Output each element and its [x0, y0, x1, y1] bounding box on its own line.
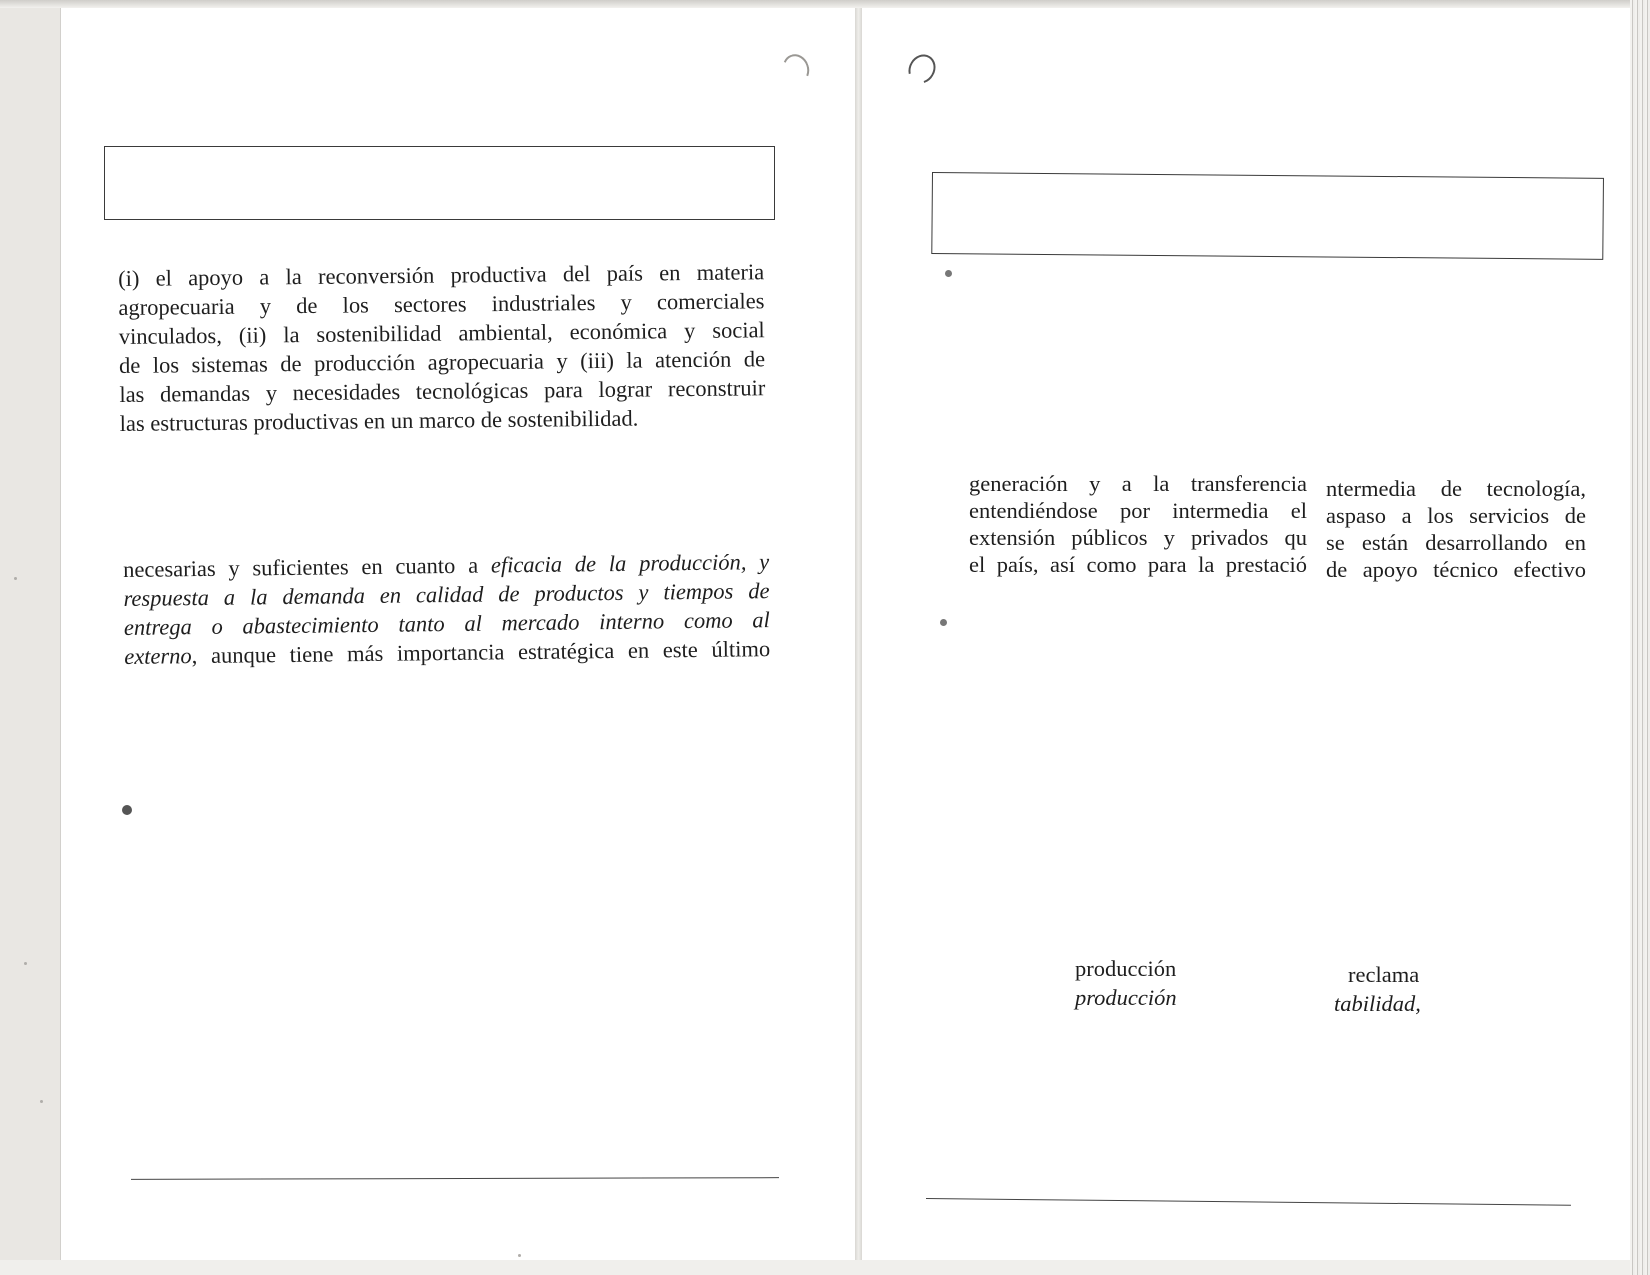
right-column-b [1326, 475, 1586, 583]
text-line: se están desarrollando en [1326, 530, 1586, 555]
text-run: , aunque tiene más importancia estratégica en este último [191, 636, 771, 669]
text-line: las estructuras productivas en un marco de sostenibilidad. [119, 405, 639, 436]
scan-speck [24, 962, 27, 965]
left-header-box [104, 146, 775, 220]
bullet-icon [940, 619, 947, 626]
text-run-italic: entrega o abastecimiento tanto al mercado interno como al [123, 607, 770, 640]
right-header-box [931, 172, 1604, 260]
fragment-produccion: producción [1075, 956, 1177, 981]
text-line: ntermedia de tecnología, [1326, 476, 1586, 501]
text-run-italic: externo [124, 643, 192, 669]
scan-bottom-edge [0, 1260, 1650, 1275]
fragment-reclama: reclama [1348, 962, 1420, 987]
left-paragraph-efficacy [123, 547, 770, 671]
scan-top-edge [0, 0, 1650, 8]
text-run-italic: eficacia de la producción, y [490, 549, 770, 578]
text-line: aspaso a los servicios de [1326, 503, 1586, 528]
text-line: vinculados, (ii) la sostenibilidad ambiental, económica y social [118, 317, 765, 349]
text-line: agropecuaria y de los sectores industriales y comerciales [118, 288, 765, 320]
scan-speck [40, 1100, 43, 1103]
text-line: de los sistemas de producción agropecuaria y (iii) la atención de [118, 346, 766, 378]
scan-speck [518, 1254, 521, 1257]
bullet-icon [122, 805, 132, 815]
text-line: extensión públicos y privados qu [969, 525, 1307, 550]
text-line: las demandas y necesidades tecnológicas para lograr reconstruir [119, 375, 766, 407]
text-line: entendiéndose por intermedia el [969, 498, 1307, 523]
scan-right-edge [1630, 0, 1650, 1275]
text-line: (i) el apoyo a la reconversión productiva del país en materia [118, 259, 765, 291]
scan-speck [14, 577, 17, 580]
bullet-icon [945, 270, 952, 277]
text-line: generación y a la transferencia [969, 471, 1307, 496]
text-line: de apoyo técnico efectivo [1326, 557, 1586, 582]
text-run-italic: respuesta a la demanda en calidad de productos y tiempos de [123, 578, 770, 611]
fragment-produccion-italic: producción [1075, 985, 1177, 1010]
right-column-a [969, 470, 1307, 578]
left-paragraph-objectives [118, 257, 766, 438]
book-gutter [855, 8, 862, 1260]
fragment-tabilidad-italic: tabilidad, [1334, 991, 1421, 1016]
text-run: necesarias y suficientes en cuanto a [123, 552, 492, 582]
text-line: el país, así como para la prestació [969, 552, 1307, 577]
